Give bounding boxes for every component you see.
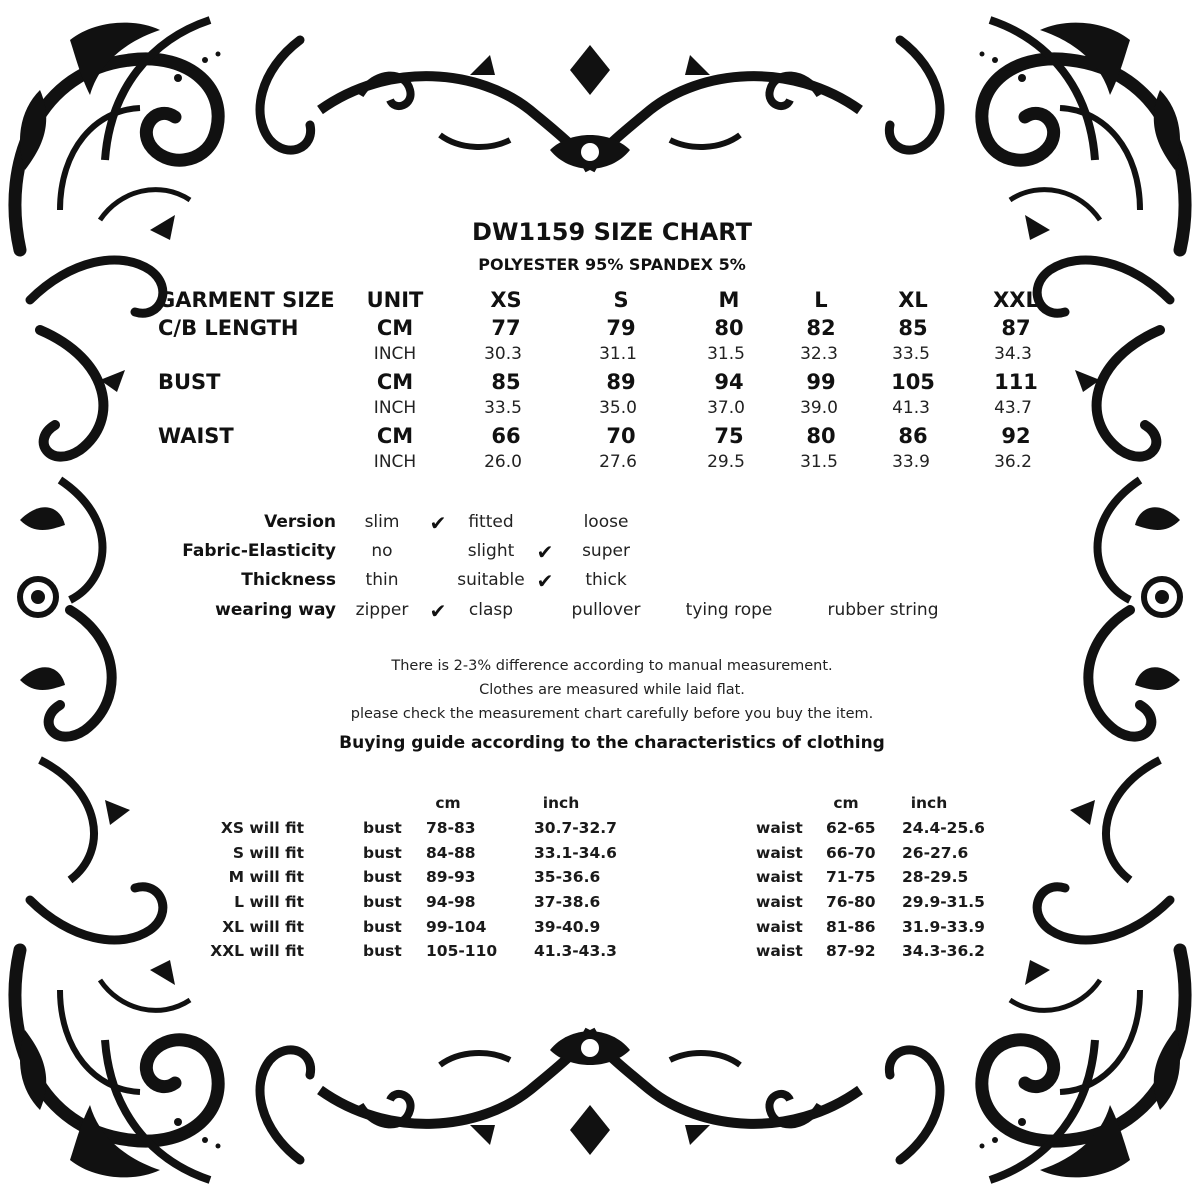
guide-waist-inch: 26-27.6 — [902, 844, 969, 862]
cell-bust-inch-s: 35.0 — [599, 398, 637, 418]
cell-waist-cm-xl: 86 — [898, 424, 928, 448]
cell-bust-inch-m: 37.0 — [707, 398, 745, 418]
guide-bust-label: bust — [363, 942, 402, 960]
guide-waist-label: waist — [756, 942, 803, 960]
guide-size-l: L will fit — [234, 893, 304, 911]
unit-inch: INCH — [373, 452, 417, 472]
guide-waist-label: waist — [756, 868, 803, 886]
cell-waist-cm-l: 80 — [806, 424, 836, 448]
guide-bust-inch: 37-38.6 — [534, 893, 601, 911]
cell-waist-cm-xxl: 92 — [1001, 424, 1031, 448]
cell-bust-inch-xxl: 43.7 — [994, 398, 1032, 418]
cell-bust-cm-s: 89 — [606, 370, 636, 394]
guide-size-xs: XS will fit — [220, 819, 304, 837]
cell-waist-cm-m: 75 — [714, 424, 744, 448]
guide-size-xl: XL will fit — [222, 918, 304, 936]
cell-cb-cm-m: 80 — [714, 316, 744, 340]
attr-option: no — [371, 541, 393, 561]
cell-waist-inch-xs: 26.0 — [484, 452, 522, 472]
guide-bust-cm: 89-93 — [426, 868, 476, 886]
material-composition: POLYESTER 95% SPANDEX 5% — [478, 255, 746, 274]
note-laid-flat: Clothes are measured while laid flat. — [479, 682, 745, 698]
cell-cb-inch-m: 31.5 — [707, 344, 745, 364]
guide-bust-label: bust — [363, 844, 402, 862]
attr-option: tying rope — [685, 600, 773, 620]
cell-bust-cm-m: 94 — [714, 370, 744, 394]
check-icon: ✔ — [536, 569, 554, 593]
attr-option: slight — [467, 541, 515, 561]
garment-size-label: GARMENT SIZE — [158, 288, 335, 312]
guide-waist-inch: 24.4-25.6 — [902, 819, 985, 837]
buying-guide-title: Buying guide according to the characteristics of clothing — [339, 733, 885, 753]
attr-option: pullover — [571, 600, 641, 620]
cell-bust-cm-xl: 105 — [891, 370, 935, 394]
guide-bust-inch: 39-40.9 — [534, 918, 601, 936]
size-header-s: S — [613, 288, 629, 312]
attr-option: fitted — [468, 512, 514, 532]
guide-bust-label: bust — [363, 893, 402, 911]
attr-option: rubber string — [827, 600, 939, 620]
size-header-l: L — [814, 288, 828, 312]
note-measurement-difference: There is 2-3% difference according to manual measurement. — [391, 658, 833, 674]
attr-option: loose — [583, 512, 629, 532]
row-label-cb-length: C/B LENGTH — [158, 316, 299, 340]
guide-waist-label: waist — [756, 819, 803, 837]
cell-waist-inch-l: 31.5 — [800, 452, 838, 472]
size-header-xl: XL — [898, 288, 928, 312]
cell-cb-inch-l: 32.3 — [800, 344, 838, 364]
cell-waist-inch-xl: 33.9 — [892, 452, 930, 472]
attr-option: suitable — [457, 570, 525, 590]
check-icon: ✔ — [429, 599, 447, 623]
attr-label-wearing-way: wearing way — [215, 600, 336, 620]
guide-bust-inch-header: inch — [542, 794, 580, 812]
guide-bust-inch: 35-36.6 — [534, 868, 601, 886]
guide-bust-cm: 105-110 — [426, 942, 498, 960]
guide-waist-inch: 31.9-33.9 — [902, 918, 985, 936]
guide-waist-cm: 81-86 — [826, 918, 876, 936]
attr-label-thickness: Thickness — [241, 570, 336, 590]
unit-cm: CM — [376, 424, 414, 448]
row-label-waist: WAIST — [158, 424, 234, 448]
cell-cb-cm-xl: 85 — [898, 316, 928, 340]
guide-bust-inch: 30.7-32.7 — [534, 819, 617, 837]
attr-option: super — [582, 541, 630, 561]
guide-size-m: M will fit — [228, 868, 304, 886]
guide-bust-cm: 78-83 — [426, 819, 476, 837]
cell-waist-inch-m: 29.5 — [707, 452, 745, 472]
cell-cb-cm-l: 82 — [806, 316, 836, 340]
guide-waist-inch: 28-29.5 — [902, 868, 969, 886]
size-header-xs: XS — [490, 288, 522, 312]
guide-size-xxl: XXL will fit — [210, 942, 304, 960]
attr-option: slim — [364, 512, 400, 532]
cell-bust-cm-xs: 85 — [491, 370, 521, 394]
attr-option: zipper — [355, 600, 409, 620]
guide-bust-cm-header: cm — [435, 794, 461, 812]
guide-bust-inch: 41.3-43.3 — [534, 942, 617, 960]
cell-waist-inch-s: 27.6 — [599, 452, 637, 472]
cell-bust-inch-l: 39.0 — [800, 398, 838, 418]
cell-waist-inch-xxl: 36.2 — [994, 452, 1032, 472]
cell-bust-cm-xxl: 111 — [994, 370, 1038, 394]
check-icon: ✔ — [429, 511, 447, 535]
guide-waist-cm: 71-75 — [826, 868, 876, 886]
guide-waist-inch: 34.3-36.2 — [902, 942, 985, 960]
guide-bust-inch: 33.1-34.6 — [534, 844, 617, 862]
guide-waist-inch: 29.9-31.5 — [902, 893, 985, 911]
cell-waist-cm-xs: 66 — [491, 424, 521, 448]
page-title: DW1159 SIZE CHART — [472, 218, 752, 246]
guide-bust-label: bust — [363, 918, 402, 936]
unit-cm: CM — [376, 370, 414, 394]
unit-cm: CM — [376, 316, 414, 340]
cell-cb-cm-xs: 77 — [491, 316, 521, 340]
cell-cb-inch-xxl: 34.3 — [994, 344, 1032, 364]
attr-label-version: Version — [264, 512, 336, 532]
guide-bust-cm: 94-98 — [426, 893, 476, 911]
guide-size-s: S will fit — [232, 844, 304, 862]
cell-cb-inch-xl: 33.5 — [892, 344, 930, 364]
guide-waist-label: waist — [756, 893, 803, 911]
guide-waist-label: waist — [756, 918, 803, 936]
check-icon: ✔ — [536, 540, 554, 564]
guide-bust-cm: 84-88 — [426, 844, 476, 862]
row-label-bust: BUST — [158, 370, 221, 394]
unit-inch: INCH — [373, 398, 417, 418]
guide-waist-cm: 76-80 — [826, 893, 876, 911]
unit-inch: INCH — [373, 344, 417, 364]
guide-waist-cm: 66-70 — [826, 844, 876, 862]
size-header-xxl: XXL — [993, 288, 1039, 312]
attr-option: clasp — [468, 600, 514, 620]
guide-waist-label: waist — [756, 844, 803, 862]
cell-waist-cm-s: 70 — [606, 424, 636, 448]
attr-label-fabric-elasticity: Fabric-Elasticity — [182, 541, 336, 561]
guide-waist-cm: 62-65 — [826, 819, 876, 837]
cell-bust-inch-xl: 41.3 — [892, 398, 930, 418]
guide-bust-cm: 99-104 — [426, 918, 487, 936]
attr-option: thick — [585, 570, 627, 590]
note-check-chart: please check the measurement chart carefully before you buy the item. — [350, 706, 874, 722]
guide-bust-label: bust — [363, 868, 402, 886]
guide-bust-label: bust — [363, 819, 402, 837]
guide-waist-inch-header: inch — [910, 794, 948, 812]
attr-option: thin — [365, 570, 399, 590]
cell-cb-cm-xxl: 87 — [1001, 316, 1031, 340]
cell-cb-cm-s: 79 — [606, 316, 636, 340]
cell-cb-inch-xs: 30.3 — [484, 344, 522, 364]
guide-waist-cm: 87-92 — [826, 942, 876, 960]
cell-bust-inch-xs: 33.5 — [484, 398, 522, 418]
cell-bust-cm-l: 99 — [806, 370, 836, 394]
cell-cb-inch-s: 31.1 — [599, 344, 637, 364]
guide-waist-cm-header: cm — [833, 794, 859, 812]
unit-header: UNIT — [366, 288, 424, 312]
size-header-m: M — [718, 288, 740, 312]
